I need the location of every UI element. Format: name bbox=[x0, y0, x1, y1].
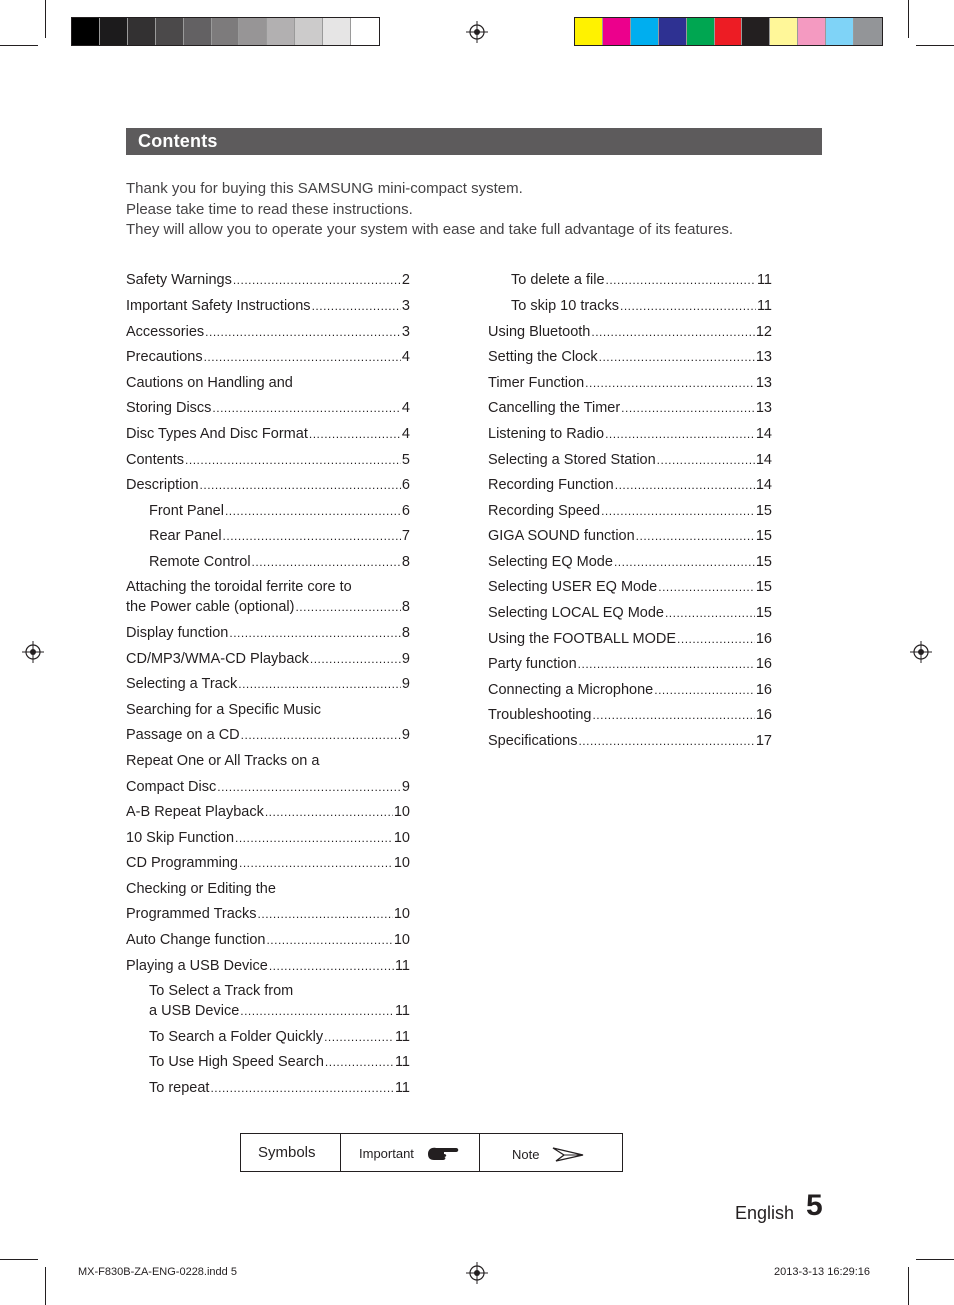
toc-entry[interactable] bbox=[126, 400, 410, 416]
crop-mark bbox=[916, 45, 954, 46]
toc-entry[interactable] bbox=[126, 599, 410, 615]
toc-entry-title: To repeat bbox=[149, 1080, 210, 1096]
dot-leader bbox=[233, 273, 401, 287]
color-swatch bbox=[603, 18, 631, 45]
toc-entry-title: A-B Repeat Playback bbox=[126, 804, 264, 820]
color-swatch bbox=[128, 18, 156, 45]
section-header bbox=[126, 128, 822, 155]
toc-entry-page: 9 bbox=[401, 651, 410, 667]
toc-entry[interactable] bbox=[488, 503, 772, 519]
toc-entry[interactable] bbox=[126, 477, 410, 493]
toc-entry-page: 8 bbox=[401, 599, 410, 615]
toc-entry-title: GIGA SOUND function bbox=[488, 528, 635, 544]
toc-entry[interactable] bbox=[149, 528, 410, 544]
toc-entry-page: 9 bbox=[401, 727, 410, 743]
toc-entry-page: 4 bbox=[401, 349, 410, 365]
toc-entry-page: 5 bbox=[401, 452, 410, 468]
toc-entry-title: Connecting a Microphone bbox=[488, 682, 654, 698]
toc-entry[interactable] bbox=[488, 631, 772, 647]
dot-leader bbox=[229, 626, 401, 640]
toc-entry-page: 13 bbox=[755, 375, 772, 391]
color-swatch bbox=[72, 18, 100, 45]
dot-leader bbox=[620, 299, 756, 313]
dot-leader bbox=[225, 504, 401, 518]
toc-entry-page: 16 bbox=[755, 707, 772, 723]
toc-entry-title: Safety Warnings bbox=[126, 272, 232, 288]
toc-entry[interactable] bbox=[126, 272, 410, 288]
important-cell bbox=[341, 1134, 480, 1171]
dot-leader bbox=[258, 907, 393, 921]
crop-mark bbox=[45, 0, 46, 38]
color-swatch bbox=[575, 18, 603, 45]
dot-leader bbox=[185, 453, 401, 467]
toc-entry-page: 10 bbox=[393, 804, 410, 820]
toc-entry-title: Display function bbox=[126, 625, 229, 641]
symbols-legend bbox=[240, 1133, 623, 1172]
toc-entry-title: Troubleshooting bbox=[488, 707, 592, 723]
toc-entry[interactable] bbox=[488, 375, 772, 391]
toc-entry[interactable] bbox=[488, 349, 772, 365]
toc-entry-title: Specifications bbox=[488, 733, 578, 749]
toc-entry-page: 3 bbox=[401, 324, 410, 340]
color-swatch bbox=[267, 18, 295, 45]
toc-entry[interactable] bbox=[488, 400, 772, 416]
toc-entry[interactable] bbox=[126, 906, 410, 922]
toc-heading-line: Attaching the toroidal ferrite core to bbox=[126, 579, 352, 595]
toc-entry[interactable] bbox=[488, 682, 772, 698]
toc-entry-title: the Power cable (optional) bbox=[126, 599, 295, 615]
color-swatch bbox=[239, 18, 267, 45]
toc-entry-title: Using Bluetooth bbox=[488, 324, 591, 340]
slug-filename: MX-F830B-ZA-ENG-0228.indd 5 bbox=[78, 1266, 237, 1278]
toc-entry[interactable] bbox=[126, 779, 410, 795]
toc-entry[interactable] bbox=[488, 324, 772, 340]
dot-leader bbox=[578, 734, 754, 748]
toc-entry-title: Front Panel bbox=[149, 503, 224, 519]
toc-entry-page: 16 bbox=[755, 682, 772, 698]
dot-leader bbox=[636, 529, 755, 543]
toc-entry-page: 6 bbox=[401, 503, 410, 519]
dot-leader bbox=[223, 529, 401, 543]
toc-entry-page: 9 bbox=[401, 676, 410, 692]
dot-leader bbox=[269, 959, 394, 973]
toc-entry-title: Recording Speed bbox=[488, 503, 601, 519]
dot-leader bbox=[310, 652, 401, 666]
toc-entry-title: Accessories bbox=[126, 324, 205, 340]
dot-leader bbox=[614, 555, 755, 569]
toc-entry-title: To Use High Speed Search bbox=[149, 1054, 324, 1070]
toc-entry-page: 15 bbox=[755, 503, 772, 519]
toc-entry-title: Storing Discs bbox=[126, 400, 212, 416]
dot-leader bbox=[654, 683, 755, 697]
toc-entry[interactable] bbox=[488, 733, 772, 749]
toc-entry-page: 11 bbox=[394, 1029, 410, 1045]
crop-mark bbox=[45, 1267, 46, 1305]
toc-entry[interactable] bbox=[126, 830, 410, 846]
color-swatch bbox=[156, 18, 184, 45]
dot-leader bbox=[657, 453, 755, 467]
toc-entry-title: 10 Skip Function bbox=[126, 830, 235, 846]
toc-entry[interactable] bbox=[126, 625, 410, 641]
color-swatch bbox=[659, 18, 687, 45]
intro-line: Thank you for buying this SAMSUNG mini-compact system. bbox=[126, 180, 523, 197]
toc-entry-title: Programmed Tracks bbox=[126, 906, 257, 922]
registration-mark-icon bbox=[466, 1262, 488, 1284]
toc-entry-page: 16 bbox=[755, 631, 772, 647]
toc-entry[interactable] bbox=[488, 605, 772, 621]
color-swatch bbox=[770, 18, 798, 45]
toc-entry[interactable] bbox=[126, 932, 410, 948]
dot-leader bbox=[265, 805, 393, 819]
page-number: 5 bbox=[806, 1189, 823, 1222]
color-swatch bbox=[742, 18, 770, 45]
toc-entry[interactable] bbox=[126, 651, 410, 667]
toc-entry-page: 11 bbox=[394, 1003, 410, 1019]
toc-entry-title: Party function bbox=[488, 656, 577, 672]
registration-mark-icon bbox=[466, 21, 488, 43]
dot-leader bbox=[585, 376, 755, 390]
toc-entry[interactable] bbox=[126, 676, 410, 692]
toc-entry[interactable] bbox=[149, 1029, 410, 1045]
toc-entry[interactable] bbox=[511, 272, 772, 288]
toc-entry[interactable] bbox=[126, 855, 410, 871]
dot-leader bbox=[578, 657, 755, 671]
dot-leader bbox=[204, 350, 401, 364]
toc-entry[interactable] bbox=[488, 554, 772, 570]
dot-leader bbox=[606, 273, 756, 287]
dot-leader bbox=[217, 780, 401, 794]
dot-leader bbox=[205, 325, 401, 339]
toc-entry[interactable] bbox=[126, 426, 410, 442]
toc-entry-page: 11 bbox=[394, 1080, 410, 1096]
toc-entry[interactable] bbox=[488, 707, 772, 723]
dot-leader bbox=[200, 478, 401, 492]
toc-entry-page: 10 bbox=[393, 932, 410, 948]
color-swatch bbox=[631, 18, 659, 45]
toc-entry-title: a USB Device bbox=[149, 1003, 240, 1019]
toc-entry-page: 15 bbox=[755, 554, 772, 570]
dot-leader bbox=[325, 1055, 394, 1069]
color-swatch bbox=[184, 18, 212, 45]
dot-leader bbox=[266, 933, 392, 947]
toc-entry[interactable] bbox=[126, 727, 410, 743]
toc-entry-page: 14 bbox=[755, 452, 772, 468]
toc-entry[interactable] bbox=[149, 1003, 410, 1019]
intro-line: Please take time to read these instructions. bbox=[126, 201, 413, 218]
toc-entry-title: Listening to Radio bbox=[488, 426, 605, 442]
crop-mark bbox=[908, 0, 909, 38]
toc-entry-page: 3 bbox=[401, 298, 410, 314]
dot-leader bbox=[295, 600, 400, 614]
dot-leader bbox=[309, 427, 401, 441]
toc-entry[interactable] bbox=[511, 298, 772, 314]
toc-entry-title: Selecting a Stored Station bbox=[488, 452, 656, 468]
important-label: Important bbox=[359, 1146, 414, 1161]
color-swatch bbox=[323, 18, 351, 45]
toc-entry[interactable] bbox=[149, 1054, 410, 1070]
color-swatch bbox=[212, 18, 240, 45]
symbols-label: Symbols bbox=[258, 1144, 316, 1161]
color-swatch bbox=[826, 18, 854, 45]
toc-entry-page: 16 bbox=[755, 656, 772, 672]
toc-entry-page: 13 bbox=[755, 349, 772, 365]
dot-leader bbox=[615, 478, 755, 492]
toc-entry[interactable] bbox=[149, 1080, 410, 1096]
toc-entry-title: Auto Change function bbox=[126, 932, 266, 948]
crop-mark bbox=[908, 1267, 909, 1305]
page-title: Contents bbox=[138, 131, 218, 151]
color-swatch bbox=[715, 18, 743, 45]
toc-entry[interactable] bbox=[488, 426, 772, 442]
slug-timestamp: 2013-3-13 16:29:16 bbox=[774, 1266, 871, 1278]
toc-entry-page: 17 bbox=[755, 733, 772, 749]
toc-entry-title: Timer Function bbox=[488, 375, 585, 391]
symbols-label-cell bbox=[241, 1134, 341, 1171]
color-swatch bbox=[295, 18, 323, 45]
color-swatch bbox=[687, 18, 715, 45]
toc-entry-title: Selecting EQ Mode bbox=[488, 554, 613, 570]
toc-entry-page: 9 bbox=[401, 779, 410, 795]
crop-mark bbox=[0, 45, 38, 46]
toc-heading-line: Checking or Editing the bbox=[126, 881, 276, 897]
toc-entry[interactable] bbox=[126, 958, 410, 974]
dot-leader bbox=[238, 677, 401, 691]
toc-entry-title: Setting the Clock bbox=[488, 349, 598, 365]
toc-entry-page: 11 bbox=[756, 272, 772, 288]
toc-entry[interactable] bbox=[149, 503, 410, 519]
toc-entry[interactable] bbox=[126, 349, 410, 365]
toc-entry-page: 11 bbox=[394, 1054, 410, 1070]
registration-mark-icon bbox=[910, 641, 932, 663]
toc-entry[interactable] bbox=[488, 579, 772, 595]
toc-entry-page: 8 bbox=[401, 554, 410, 570]
toc-entry-page: 10 bbox=[393, 855, 410, 871]
toc-entry-title: Recording Function bbox=[488, 477, 614, 493]
toc-entry-page: 15 bbox=[755, 528, 772, 544]
toc-entry[interactable] bbox=[488, 452, 772, 468]
dot-leader bbox=[212, 401, 401, 415]
toc-entry-title: To skip 10 tracks bbox=[511, 298, 619, 314]
toc-entry-title: Precautions bbox=[126, 349, 203, 365]
toc-entry-title: CD Programming bbox=[126, 855, 238, 871]
toc-entry-page: 6 bbox=[401, 477, 410, 493]
dot-leader bbox=[312, 299, 401, 313]
toc-entry-title: Disc Types And Disc Format bbox=[126, 426, 308, 442]
grayscale-bar bbox=[71, 17, 380, 46]
toc-entry-page: 10 bbox=[393, 830, 410, 846]
toc-entry[interactable] bbox=[488, 477, 772, 493]
toc-entry-page: 4 bbox=[401, 426, 410, 442]
dot-leader bbox=[235, 831, 393, 845]
dot-leader bbox=[658, 580, 755, 594]
dot-leader bbox=[239, 856, 393, 870]
dot-leader bbox=[677, 632, 755, 646]
pen-nib-icon bbox=[552, 1146, 584, 1162]
dot-leader bbox=[252, 555, 401, 569]
toc-entry-title: CD/MP3/WMA-CD Playback bbox=[126, 651, 309, 667]
dot-leader bbox=[210, 1081, 393, 1095]
dot-leader bbox=[324, 1030, 394, 1044]
toc-entry-page: 7 bbox=[401, 528, 410, 544]
dot-leader bbox=[599, 350, 755, 364]
toc-entry-title: Using the FOOTBALL MODE bbox=[488, 631, 677, 647]
toc-entry[interactable] bbox=[488, 656, 772, 672]
toc-entry-page: 12 bbox=[755, 324, 772, 340]
toc-entry[interactable] bbox=[488, 528, 772, 544]
dot-leader bbox=[665, 606, 755, 620]
dot-leader bbox=[591, 325, 754, 339]
color-swatch bbox=[100, 18, 128, 45]
toc-entry-page: 11 bbox=[756, 298, 772, 314]
pointing-hand-icon bbox=[426, 1145, 460, 1163]
toc-entry-page: 13 bbox=[755, 400, 772, 416]
toc-entry-title: Contents bbox=[126, 452, 185, 468]
toc-entry-title: Cancelling the Timer bbox=[488, 400, 621, 416]
toc-entry-page: 14 bbox=[755, 477, 772, 493]
toc-entry-title: Selecting USER EQ Mode bbox=[488, 579, 658, 595]
note-cell bbox=[480, 1134, 622, 1171]
toc-entry[interactable] bbox=[126, 298, 410, 314]
toc-entry[interactable] bbox=[126, 452, 410, 468]
toc-entry-title: To delete a file bbox=[511, 272, 605, 288]
toc-entry-page: 11 bbox=[394, 958, 410, 974]
toc-entry-title: Passage on a CD bbox=[126, 727, 240, 743]
toc-entry-page: 15 bbox=[755, 579, 772, 595]
toc-entry-title: To Search a Folder Quickly bbox=[149, 1029, 324, 1045]
toc-entry-title: Selecting a Track bbox=[126, 676, 238, 692]
dot-leader bbox=[241, 728, 401, 742]
toc-entry-title: Description bbox=[126, 477, 199, 493]
toc-entry[interactable] bbox=[149, 554, 410, 570]
language-label: English bbox=[735, 1203, 795, 1223]
toc-entry-page: 10 bbox=[393, 906, 410, 922]
color-swatch bbox=[798, 18, 826, 45]
crop-mark bbox=[0, 1259, 38, 1260]
toc-entry-title: Remote Control bbox=[149, 554, 251, 570]
registration-mark-icon bbox=[22, 641, 44, 663]
color-bar bbox=[574, 17, 883, 46]
toc-entry-page: 2 bbox=[401, 272, 410, 288]
dot-leader bbox=[601, 504, 755, 518]
toc-entry-title: Important Safety Instructions bbox=[126, 298, 311, 314]
toc-entry[interactable] bbox=[126, 804, 410, 820]
toc-entry-title: Playing a USB Device bbox=[126, 958, 268, 974]
dot-leader bbox=[621, 401, 755, 415]
color-swatch bbox=[854, 18, 882, 45]
toc-entry-page: 14 bbox=[755, 426, 772, 442]
toc-entry-page: 4 bbox=[401, 400, 410, 416]
toc-heading-line: Searching for a Specific Music bbox=[126, 702, 322, 718]
color-swatch bbox=[351, 18, 379, 45]
toc-heading-line: Repeat One or All Tracks on a bbox=[126, 753, 320, 769]
toc-entry-title: Compact Disc bbox=[126, 779, 217, 795]
dot-leader bbox=[240, 1004, 394, 1018]
toc-heading-line: To Select a Track from bbox=[149, 983, 294, 999]
intro-line: They will allow you to operate your system with ease and take full advantage of its features. bbox=[126, 221, 733, 238]
toc-entry-title: Rear Panel bbox=[149, 528, 222, 544]
toc-entry-page: 15 bbox=[755, 605, 772, 621]
toc-entry-title: Selecting LOCAL EQ Mode bbox=[488, 605, 664, 621]
crop-mark bbox=[916, 1259, 954, 1260]
note-label: Note bbox=[512, 1147, 540, 1162]
toc-entry[interactable] bbox=[126, 324, 410, 340]
toc-entry-page: 8 bbox=[401, 625, 410, 641]
dot-leader bbox=[605, 427, 755, 441]
dot-leader bbox=[592, 708, 754, 722]
toc-heading-line: Cautions on Handling and bbox=[126, 375, 293, 391]
